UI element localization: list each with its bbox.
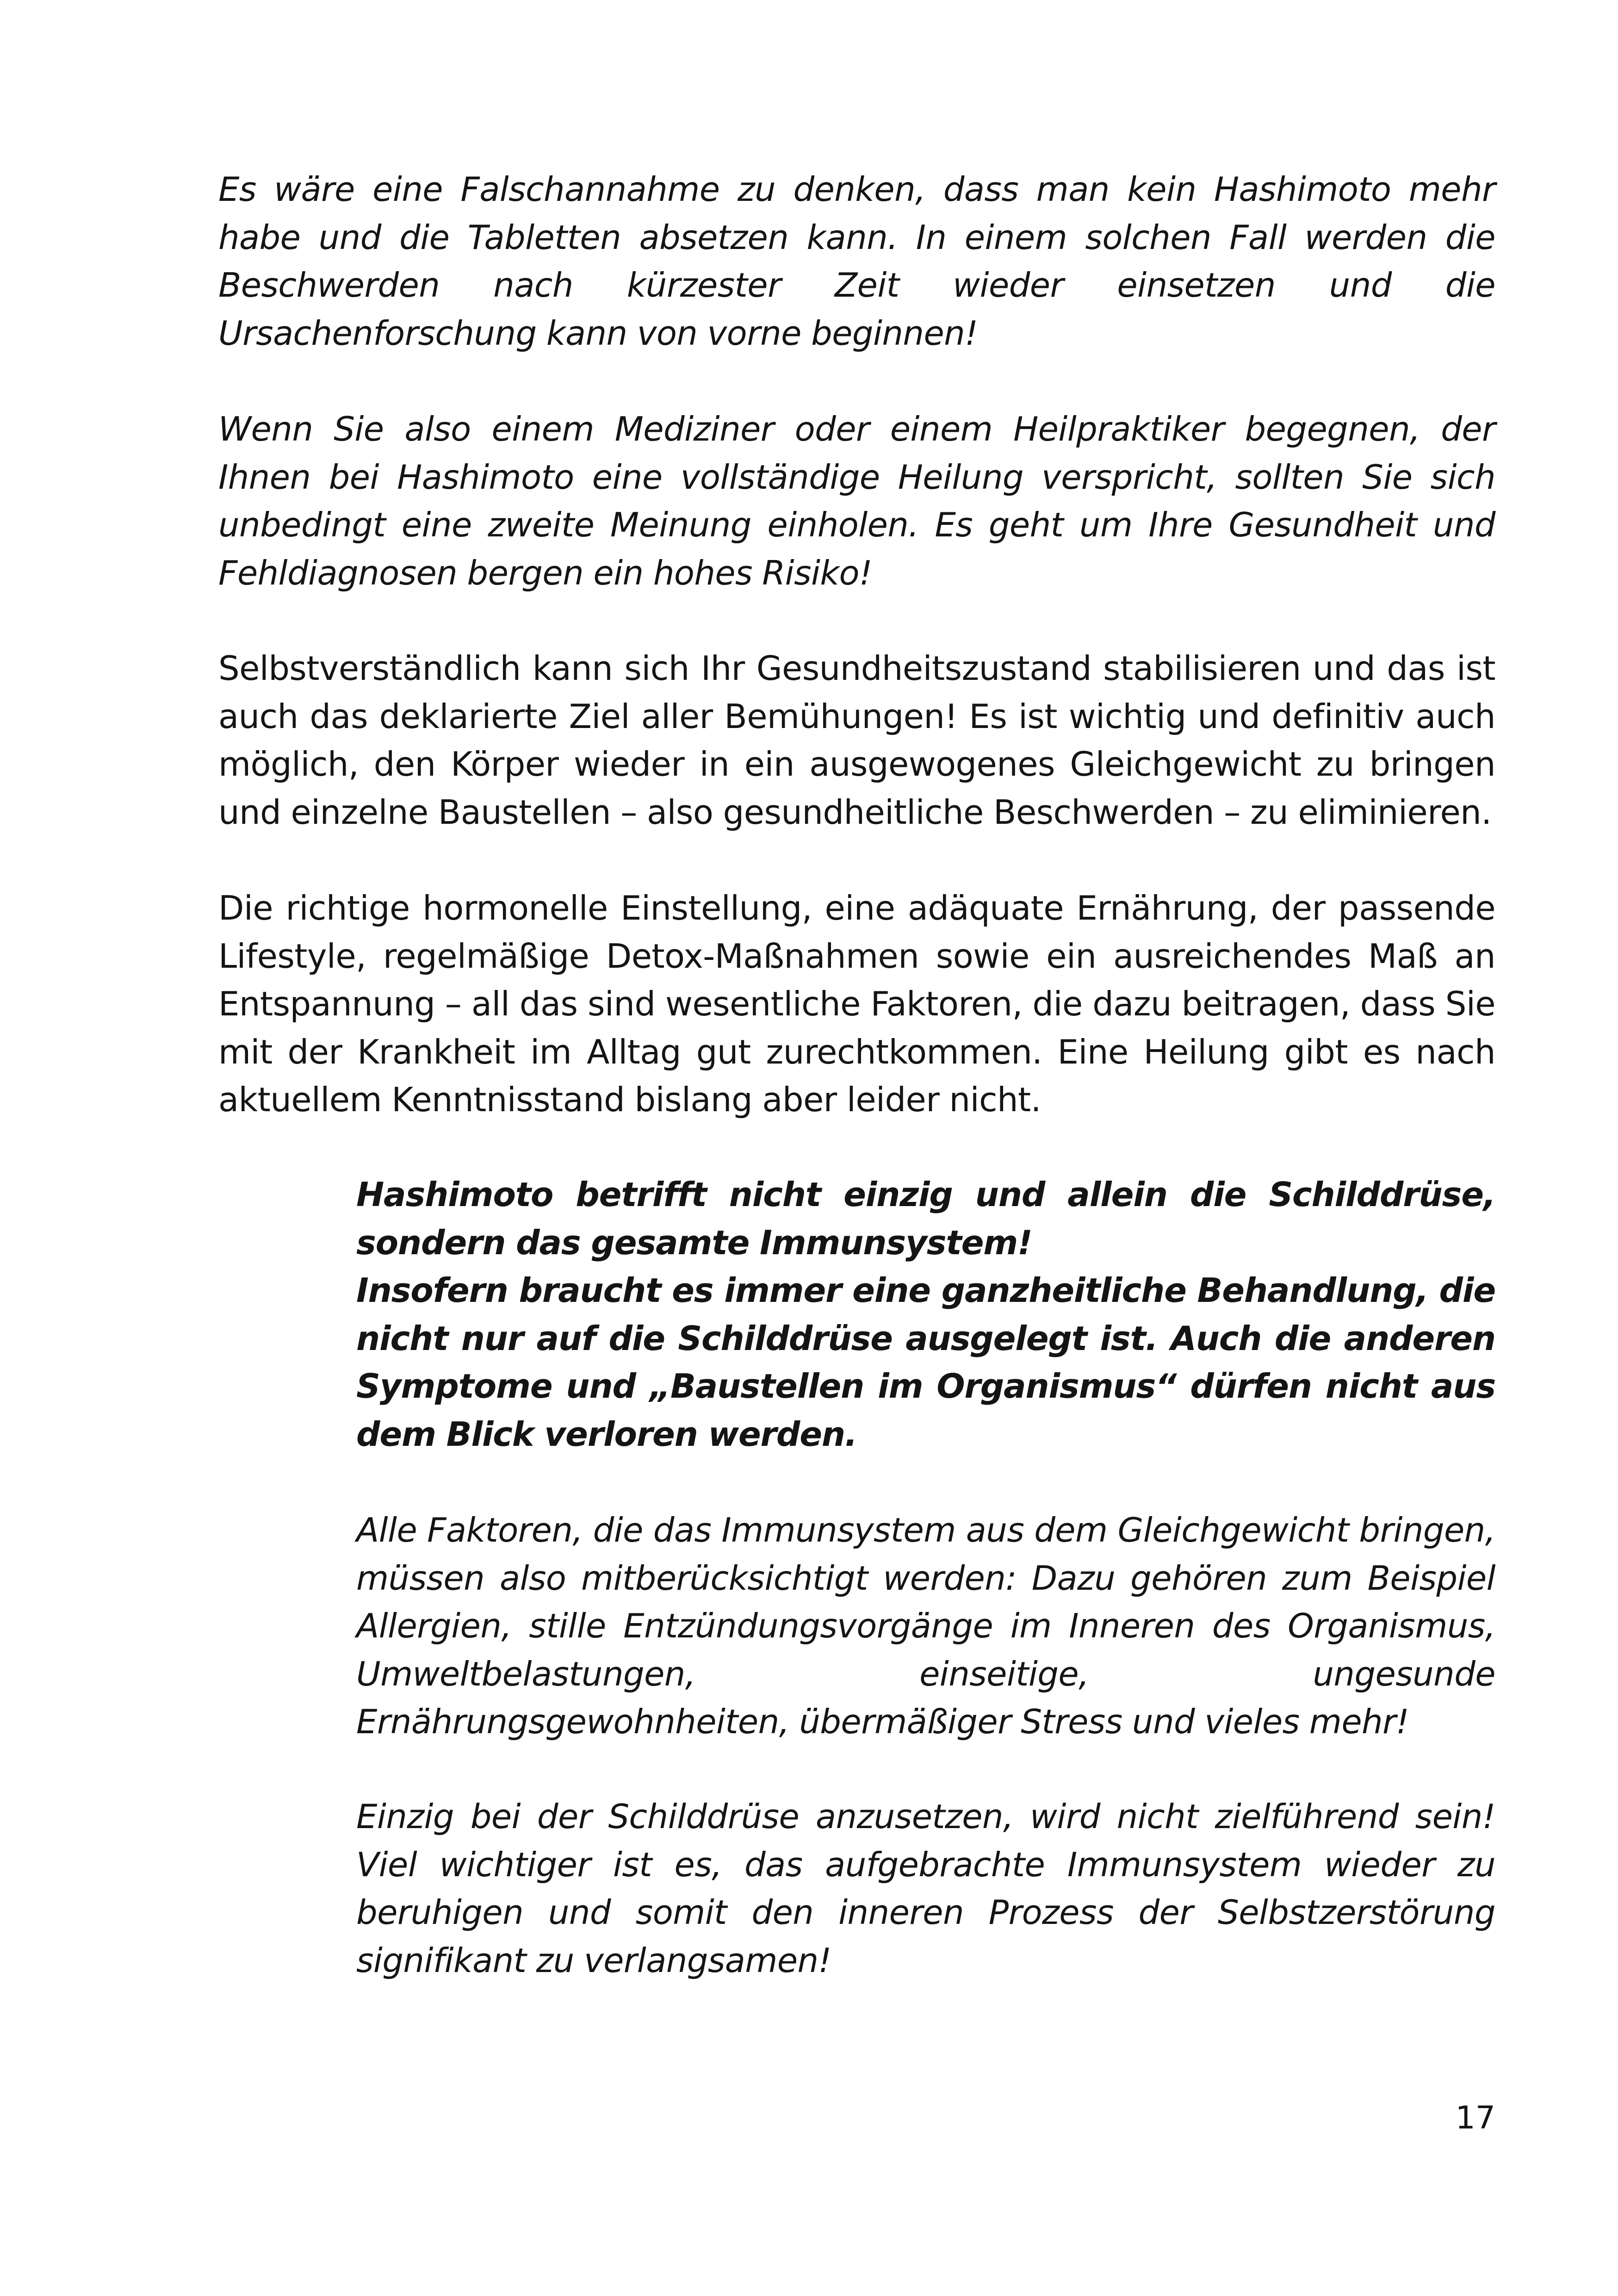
callout-holistic-treatment-statement: Insofern braucht es immer eine ganzheitliche Behandlung, die nicht nur auf die Schilddrüse ausgelegt ist. Auch die anderen Symptome und „Baustellen im Organismus“ dürfen nicht aus dem Blick verloren werden. [356,1271,1495,1454]
paragraph-second-opinion: Wenn Sie also einem Mediziner oder einem Heilpraktiker begegnen, der Ihnen bei Hashimoto eine vollständige Heilung verspricht, sollten Sie sich unbedingt eine zweite Meinung einholen. Es geht um Ihre Gesundheit und Fehldiagnosen bergen ein hohes Risiko! [218,410,1495,592]
paragraph-false-assumption: Es wäre eine Falschannahme zu denken, dass man kein Hashimoto mehr habe und die Tabletten absetzen kann. In einem solchen Fall werden die Beschwerden nach kürzester Zeit wieder einsetzen und die Ursachenforschung kann von vorne beginnen! [218,170,1495,353]
callout-calm-immune-system: Einzig bei der Schilddrüse anzusetzen, wird nicht zielführend sein! Viel wichtiger ist es, das aufgebrachte Immunsystem wieder zu beruhigen und somit den inneren Prozess der Selbstzerstörung signifikant zu verlangsamen! [356,1797,1495,1980]
paragraph-stabilization: Selbstverständlich kann sich Ihr Gesundheitszustand stabilisieren und das ist auch das deklarierte Ziel aller Bemühungen! Es ist wichtig und definitiv auch möglich, den Körper wieder in ein ausgewogenes Gleichgewicht zu bringen und einzelne Baustellen – also gesundheitliche Beschwerden – zu eliminieren. [218,649,1495,832]
callout-immune-system-statement: Hashimoto betrifft nicht einzig und allein die Schilddrüse, sondern das gesamte Immunsystem! [356,1175,1495,1262]
callout-emphasis [356,1171,1495,1458]
callout-immune-factors: Alle Faktoren, die das Immunsystem aus dem Gleichgewicht bringen, müssen also mitberücksichtigt werden: Dazu gehören zum Beispiel Allergien, stille Entzündungsvorgänge im Inneren des Organismus, Umweltbelastungen, einseitige, ungesunde Ernährungsgewohnheiten, übermäßiger Stress und vieles mehr! [356,1511,1495,1741]
paragraph-factors: Die richtige hormonelle Einstellung, eine adäquate Ernährung, der passende Lifestyle, regelmäßige Detox-Maßnahmen sowie ein ausreichendes Maß an Entspannung – all das sind wesentliche Faktoren, die dazu beitragen, dass Sie mit der Krankheit im Alltag gut zurechtkommen. Eine Heilung gibt es nach aktuellem Kenntnisstand bislang aber leider nicht. [218,889,1495,1119]
page-number: 17 [1455,2100,1495,2136]
